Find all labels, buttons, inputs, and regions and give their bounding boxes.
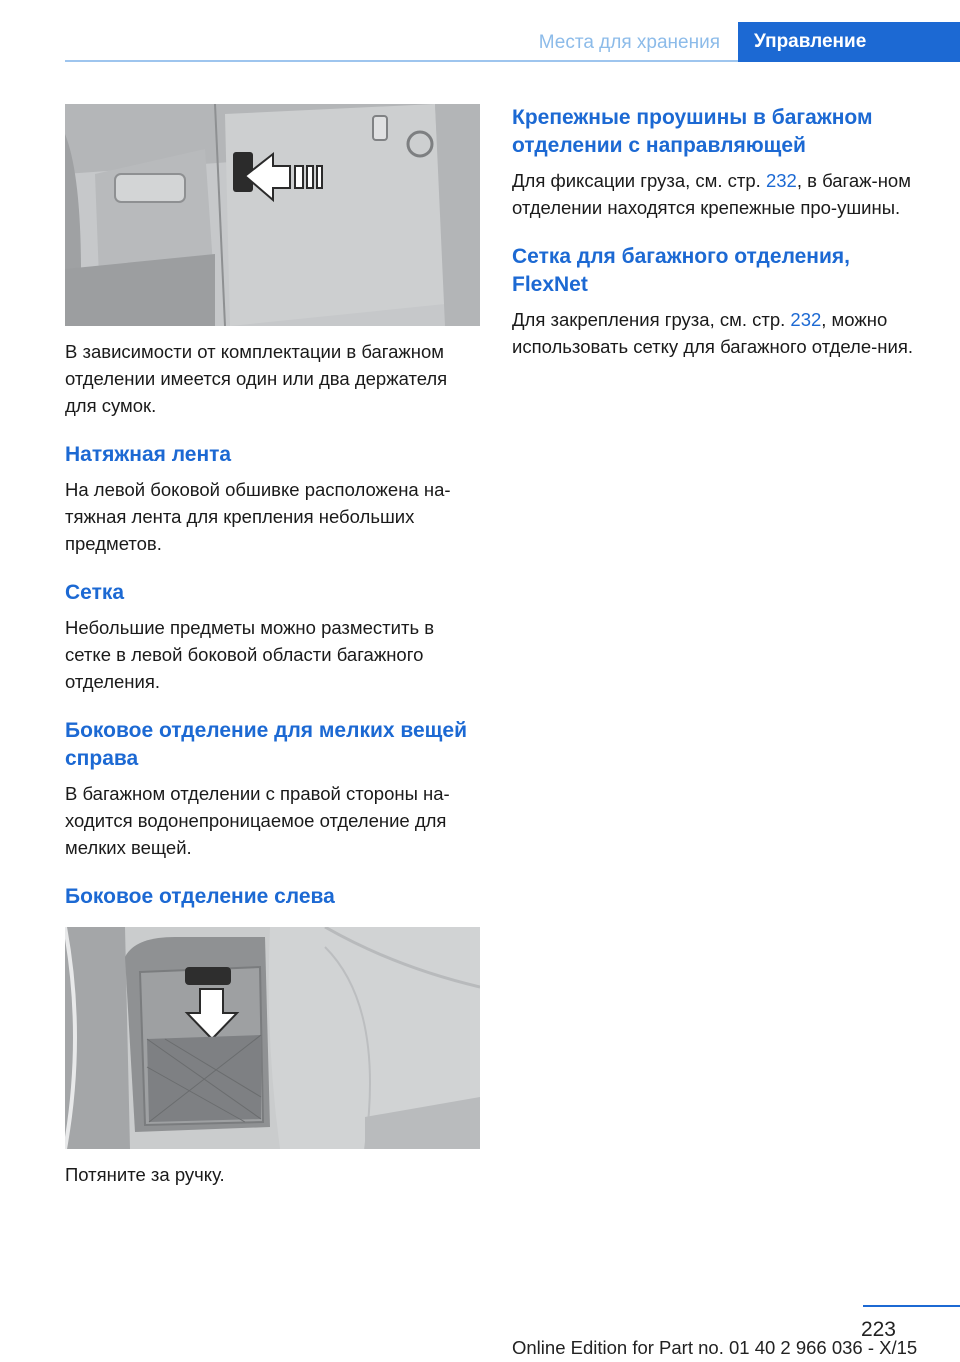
paragraph-right-compartment: В багажном отделении с правой стороны на-ходится водонепроницаемое отделение для мелких вещей. (65, 783, 450, 858)
heading-flexnet: Сетка для багажного отделения, FlexNet (512, 245, 850, 296)
text-span: , можно использовать сетку для багажного отделе-ния. (512, 309, 913, 357)
figure2-caption: Потяните за ручку. (65, 1164, 225, 1185)
header-section-title: Места для хранения (538, 32, 720, 53)
left-compartment-figure (65, 927, 480, 1149)
right-column (512, 104, 922, 360)
heading-tension-strap: Натяжная лента (65, 443, 232, 466)
page-number-rule (863, 1305, 960, 1307)
heading-tie-down-eyes: Крепежные проушины в багажном отделении с направляющей (512, 106, 873, 157)
text-span: Для закрепления груза, см. стр. (512, 309, 786, 330)
footer-edition: Online Edition for Part no. 01 40 2 966 036 - X/15 (512, 1337, 918, 1358)
paragraph-net: Небольшие предметы можно разместить в сетке в левой боковой области багажного отделения. (65, 617, 435, 692)
heading-left-compartment: Боковое отделение слева (65, 885, 335, 908)
heading-net: Сетка (65, 581, 125, 604)
figure1-caption: В зависимости от комплектации в багажном отделении имеется один или два держателя для сумок. (65, 341, 448, 416)
page-ref-link[interactable]: 232 (790, 309, 822, 330)
left-column (65, 104, 480, 1188)
paragraph-tie-down-eyes (512, 167, 922, 221)
paragraph-tension-strap: На левой боковой обшивке расположена на-тяжная лента для крепления небольших предметов. (65, 479, 451, 554)
text-span: , в багаж-ном отделении находятся крепежные про-ушины. (512, 170, 911, 218)
text-span: Для фиксации груза, см. стр. (512, 170, 761, 191)
bag-holder-figure (65, 104, 480, 326)
page-number: 223 (860, 1318, 896, 1341)
header-chapter-tab: Управление (738, 22, 960, 62)
paragraph-flexnet (512, 306, 922, 360)
page-ref-link[interactable]: 232 (765, 170, 797, 191)
heading-right-compartment: Боковое отделение для мелких вещей справа (65, 719, 467, 770)
